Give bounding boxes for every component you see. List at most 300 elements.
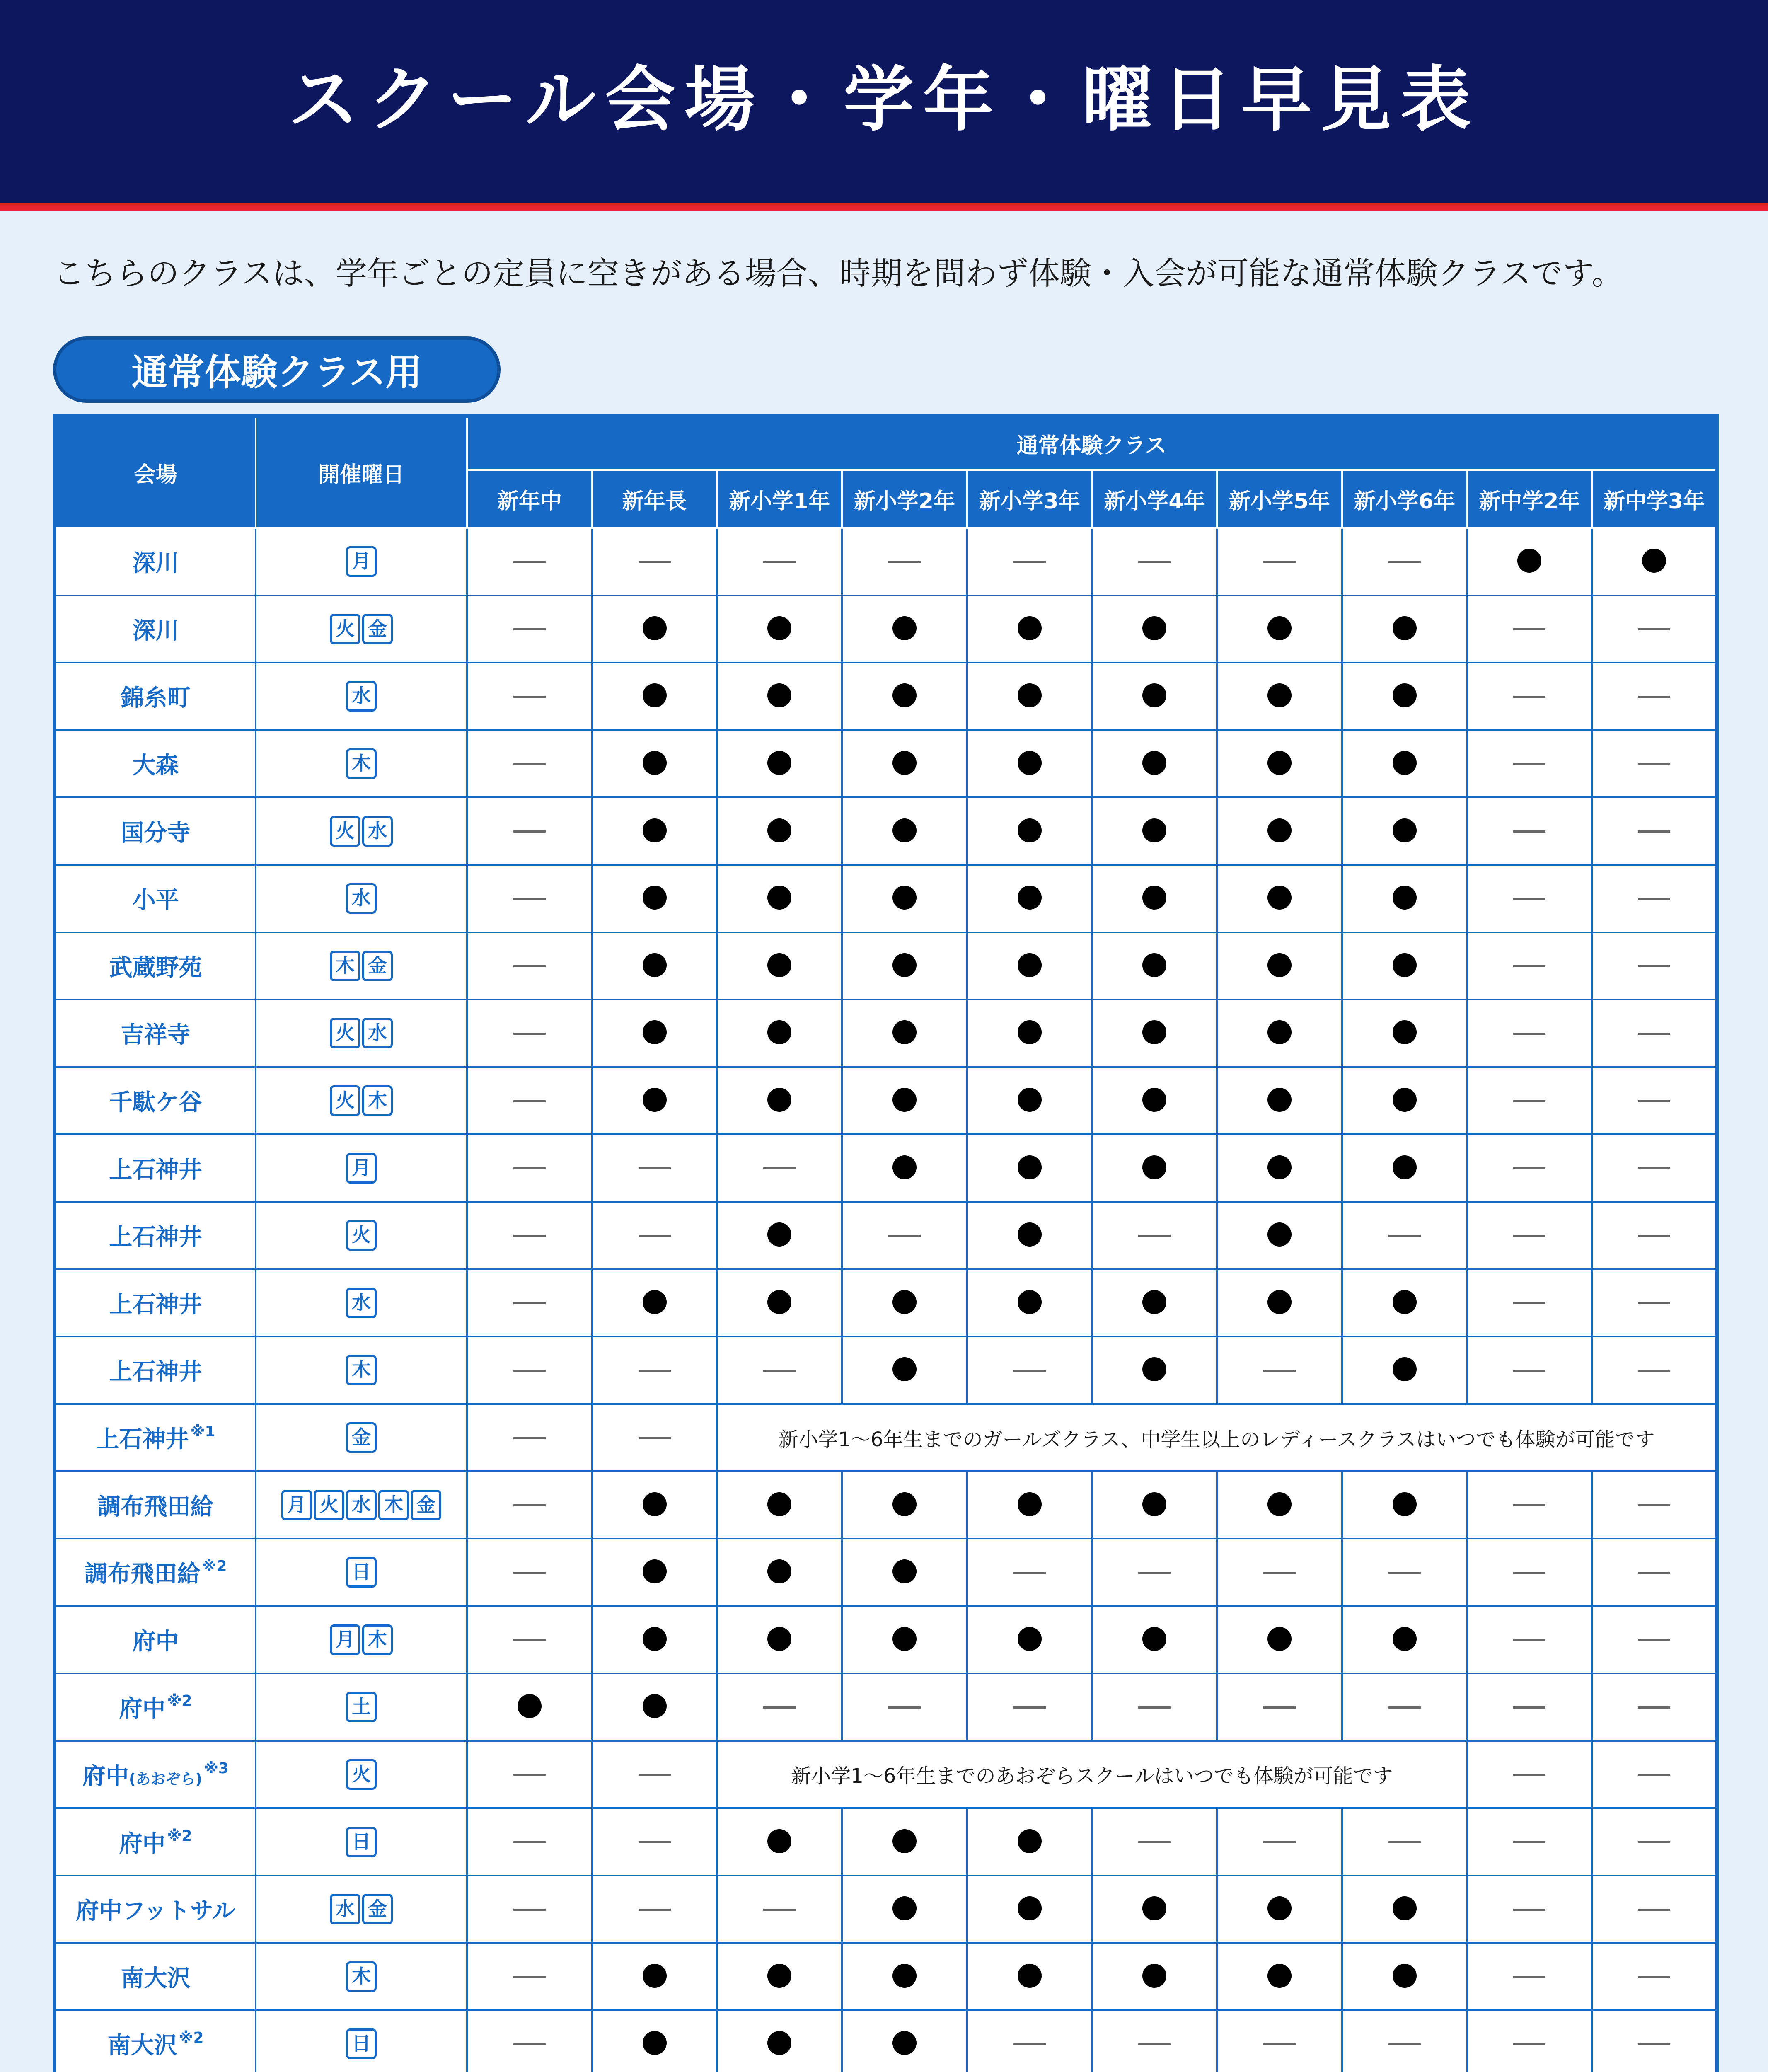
unavailable-dash xyxy=(1513,1774,1545,1776)
table-row xyxy=(55,1134,1717,1202)
available-dot xyxy=(767,1020,791,1044)
available-dot xyxy=(643,953,667,977)
day-cell xyxy=(256,865,467,932)
grade-cell xyxy=(1342,1202,1467,1269)
table-row xyxy=(55,663,1717,730)
day-badge: 金 xyxy=(362,951,393,981)
venue-cell xyxy=(55,595,256,663)
day-badge: 金 xyxy=(411,1490,441,1520)
grade-cell xyxy=(1342,1539,1467,1606)
schedule-body xyxy=(55,528,1717,2072)
available-dot xyxy=(1393,1155,1417,1179)
grade-cell xyxy=(967,1539,1092,1606)
day-cell xyxy=(256,1876,467,1943)
section-label: 通常体験クラス用 xyxy=(53,336,501,403)
unavailable-dash xyxy=(1263,1572,1296,1574)
unavailable-dash xyxy=(1513,763,1545,765)
available-dot xyxy=(1142,818,1166,842)
available-dot xyxy=(1267,886,1292,910)
grade-cell xyxy=(592,595,717,663)
available-dot xyxy=(892,616,917,640)
grade-cell xyxy=(1217,1202,1342,1269)
venue-name: 深川 xyxy=(132,550,179,577)
available-dot xyxy=(1393,683,1417,707)
day-cell xyxy=(256,1808,467,1876)
grade-cell xyxy=(717,1202,842,1269)
available-dot xyxy=(1267,1222,1292,1247)
unavailable-dash xyxy=(1138,1235,1171,1237)
day-badge: 月 xyxy=(281,1490,312,1520)
header-group: 通常体験クラス xyxy=(467,416,1717,470)
grade-cell xyxy=(1342,1000,1467,1067)
grade-cell xyxy=(1342,1471,1467,1539)
available-dot xyxy=(1267,818,1292,842)
day-cell xyxy=(256,1539,467,1606)
grade-cell xyxy=(1592,1067,1717,1135)
grade-cell xyxy=(1092,932,1217,1000)
grade-cell xyxy=(1217,1876,1342,1943)
available-dot xyxy=(892,1290,917,1314)
unavailable-dash xyxy=(1513,1841,1545,1843)
unavailable-dash xyxy=(1263,1841,1296,1843)
available-dot xyxy=(1018,886,1042,910)
available-dot xyxy=(643,1964,667,1988)
grade-cell xyxy=(1592,1808,1717,1876)
unavailable-dash xyxy=(763,1706,796,1709)
unavailable-dash xyxy=(1513,1706,1545,1709)
grade-cell xyxy=(1217,1269,1342,1337)
day-badge: 金 xyxy=(362,1894,393,1924)
grade-cell xyxy=(842,1000,967,1067)
unavailable-dash xyxy=(513,965,546,967)
grade-cell xyxy=(1592,1741,1717,1808)
grade-cell xyxy=(592,1606,717,1674)
grade-cell xyxy=(467,1673,592,1741)
grade-cell xyxy=(1467,1808,1592,1876)
available-dot xyxy=(1267,1492,1292,1516)
venue-subname: (あおぞら) xyxy=(129,1770,202,1788)
unavailable-dash xyxy=(1513,1639,1545,1641)
unavailable-dash xyxy=(639,1909,671,1911)
available-dot xyxy=(643,683,667,707)
venue-name: 上石神井 xyxy=(109,1156,202,1184)
grade-cell xyxy=(717,528,842,595)
grade-cell xyxy=(717,1606,842,1674)
venue-name: 錦糸町 xyxy=(121,685,191,712)
table-row xyxy=(55,2010,1717,2072)
table-row xyxy=(55,1404,1717,1472)
grade-cell xyxy=(1467,1269,1592,1337)
grade-cell xyxy=(1592,932,1717,1000)
day-badge: 水 xyxy=(346,681,377,712)
venue-footnote-mark: ※3 xyxy=(203,1760,229,1777)
unavailable-dash xyxy=(1263,2043,1296,2045)
venue-cell xyxy=(55,730,256,798)
grade-cell xyxy=(717,1673,842,1741)
available-dot xyxy=(1018,818,1042,842)
grade-cell xyxy=(1592,595,1717,663)
grade-cell xyxy=(592,1876,717,1943)
available-dot xyxy=(1142,1088,1166,1112)
available-dot xyxy=(643,886,667,910)
unavailable-dash xyxy=(1638,1302,1670,1304)
grade-cell xyxy=(1217,1000,1342,1067)
venue-footnote-mark: ※2 xyxy=(202,1558,227,1575)
venue-name: 府中フットサル xyxy=(75,1898,236,1925)
grade-cell xyxy=(1217,797,1342,865)
available-dot xyxy=(767,818,791,842)
grade-cell xyxy=(467,1471,592,1539)
grade-cell xyxy=(467,1539,592,1606)
grade-cell xyxy=(592,1673,717,1741)
grade-cell xyxy=(1342,932,1467,1000)
grade-cell xyxy=(467,1606,592,1674)
available-dot xyxy=(1393,1088,1417,1112)
unavailable-dash xyxy=(639,561,671,563)
table-row xyxy=(55,1202,1717,1269)
grade-cell xyxy=(1342,595,1467,663)
venue-name: 南大沢 xyxy=(107,2032,177,2060)
grade-cell xyxy=(1092,1606,1217,1674)
grade-cell xyxy=(1342,1943,1467,2010)
venue-cell xyxy=(55,1471,256,1539)
unavailable-dash xyxy=(639,1437,671,1439)
grade-cell xyxy=(592,932,717,1000)
available-dot xyxy=(643,2031,667,2055)
grade-cell xyxy=(1092,1876,1217,1943)
grade-cell xyxy=(842,1808,967,1876)
grade-cell xyxy=(1467,797,1592,865)
unavailable-dash xyxy=(1638,1976,1670,1978)
grade-header: 新小学1年 xyxy=(717,470,842,528)
grade-cell xyxy=(967,797,1092,865)
day-badge: 木 xyxy=(362,1085,393,1116)
available-dot xyxy=(1267,1627,1292,1651)
grade-cell xyxy=(967,1269,1092,1337)
grade-cell xyxy=(717,1808,842,1876)
grade-cell xyxy=(592,1404,717,1472)
grade-cell xyxy=(1592,1539,1717,1606)
available-dot xyxy=(892,1896,917,1920)
grade-cell xyxy=(1092,1067,1217,1135)
table-row xyxy=(55,1269,1717,1337)
grade-cell xyxy=(1092,1673,1217,1741)
unavailable-dash xyxy=(888,1706,921,1709)
grade-header: 新年中 xyxy=(467,470,592,528)
table-row xyxy=(55,730,1717,798)
grade-cell xyxy=(592,1943,717,2010)
available-dot xyxy=(767,616,791,640)
unavailable-dash xyxy=(1138,1841,1171,1843)
available-dot xyxy=(1393,953,1417,977)
unavailable-dash xyxy=(1388,2043,1421,2045)
grade-cell xyxy=(842,1471,967,1539)
available-dot xyxy=(1393,751,1417,775)
day-cell xyxy=(256,1134,467,1202)
grade-cell xyxy=(467,663,592,730)
grade-cell xyxy=(1217,1606,1342,1674)
venue-cell xyxy=(55,1943,256,2010)
venue-name: 調布飛田給 xyxy=(97,1493,214,1520)
day-badge: 月 xyxy=(346,1153,377,1184)
available-dot xyxy=(1018,1896,1042,1920)
available-dot xyxy=(1393,616,1417,640)
grade-cell xyxy=(842,1606,967,1674)
grade-cell xyxy=(1092,730,1217,798)
day-badge: 火 xyxy=(330,816,360,847)
grade-cell xyxy=(717,1943,842,2010)
available-dot xyxy=(1018,1222,1042,1247)
grade-cell xyxy=(717,1000,842,1067)
grade-cell xyxy=(1092,1336,1217,1404)
available-dot xyxy=(1267,1155,1292,1179)
available-dot xyxy=(643,751,667,775)
grade-cell xyxy=(842,1269,967,1337)
available-dot xyxy=(892,751,917,775)
available-dot xyxy=(643,1694,667,1718)
grade-cell xyxy=(467,932,592,1000)
grade-cell xyxy=(592,1471,717,1539)
grade-cell xyxy=(1342,1336,1467,1404)
grade-cell xyxy=(592,1067,717,1135)
venue-name: 千駄ケ谷 xyxy=(109,1089,202,1116)
unavailable-dash xyxy=(1638,1572,1670,1574)
grade-cell xyxy=(467,1876,592,1943)
unavailable-dash xyxy=(639,1841,671,1843)
unavailable-dash xyxy=(513,1167,546,1169)
grade-cell xyxy=(1467,1606,1592,1674)
day-badge: 木 xyxy=(330,951,360,981)
available-dot xyxy=(767,1222,791,1247)
available-dot xyxy=(1393,1492,1417,1516)
grade-cell xyxy=(1217,1673,1342,1741)
unavailable-dash xyxy=(513,1572,546,1574)
grade-cell xyxy=(467,595,592,663)
unavailable-dash xyxy=(513,1100,546,1102)
grade-cell xyxy=(1592,663,1717,730)
unavailable-dash xyxy=(513,1370,546,1372)
table-row xyxy=(55,932,1717,1000)
unavailable-dash xyxy=(1513,1909,1545,1911)
grade-header: 新中学2年 xyxy=(1467,470,1592,528)
grade-cell xyxy=(1467,1876,1592,1943)
day-cell xyxy=(256,1673,467,1741)
grade-cell xyxy=(842,730,967,798)
grade-cell xyxy=(967,1876,1092,1943)
available-dot xyxy=(1142,1290,1166,1314)
grade-cell xyxy=(842,932,967,1000)
grade-cell xyxy=(1217,595,1342,663)
available-dot xyxy=(892,1964,917,1988)
unavailable-dash xyxy=(1513,1167,1545,1169)
available-dot xyxy=(1267,953,1292,977)
grade-cell xyxy=(967,1134,1092,1202)
grade-cell xyxy=(1592,1876,1717,1943)
grade-cell xyxy=(467,2010,592,2072)
day-badge: 火 xyxy=(346,1759,377,1790)
venue-name: 深川 xyxy=(132,617,179,644)
unavailable-dash xyxy=(1638,1774,1670,1776)
table-row xyxy=(55,1808,1717,1876)
available-dot xyxy=(643,818,667,842)
grade-cell xyxy=(717,865,842,932)
unavailable-dash xyxy=(513,1639,546,1641)
available-dot xyxy=(1018,1492,1042,1516)
grade-header: 新小学2年 xyxy=(842,470,967,528)
grade-cell xyxy=(467,1336,592,1404)
available-dot xyxy=(1267,1020,1292,1044)
grade-cell xyxy=(842,1202,967,1269)
grade-cell xyxy=(1342,1606,1467,1674)
grade-cell xyxy=(1467,730,1592,798)
grade-cell xyxy=(1467,595,1592,663)
available-dot xyxy=(1393,1357,1417,1381)
grade-cell xyxy=(592,1336,717,1404)
unavailable-dash xyxy=(1388,1235,1421,1237)
available-dot xyxy=(1018,751,1042,775)
grade-cell xyxy=(717,595,842,663)
venue-name: 府中 xyxy=(82,1762,129,1790)
unavailable-dash xyxy=(1388,1572,1421,1574)
grade-cell xyxy=(842,1336,967,1404)
venue-name: 府中 xyxy=(132,1628,179,1655)
unavailable-dash xyxy=(639,1774,671,1776)
unavailable-dash xyxy=(1513,830,1545,833)
unavailable-dash xyxy=(1638,763,1670,765)
unavailable-dash xyxy=(1638,1841,1670,1843)
unavailable-dash xyxy=(1388,1841,1421,1843)
day-badge: 木 xyxy=(362,1624,393,1655)
unavailable-dash xyxy=(888,561,921,563)
available-dot xyxy=(767,1290,791,1314)
available-dot xyxy=(1142,886,1166,910)
grade-cell xyxy=(592,797,717,865)
available-dot xyxy=(1018,1155,1042,1179)
grade-cell xyxy=(1342,730,1467,798)
day-cell xyxy=(256,1269,467,1337)
grade-cell xyxy=(1092,1471,1217,1539)
venue-footnote-mark: ※1 xyxy=(190,1423,215,1440)
unavailable-dash xyxy=(763,1370,796,1372)
unavailable-dash xyxy=(1263,1706,1296,1709)
intro-text: こちらのクラスは、学年ごとの定員に空きがある場合、時期を問わず体験・入会が可能な通常体験クラスです。 xyxy=(53,255,1623,292)
unavailable-dash xyxy=(1263,561,1296,563)
grade-cell xyxy=(1342,1134,1467,1202)
grade-cell xyxy=(1092,528,1217,595)
grade-cell xyxy=(1467,1673,1592,1741)
day-cell xyxy=(256,1606,467,1674)
available-dot xyxy=(1142,1627,1166,1651)
grade-cell xyxy=(592,663,717,730)
grade-cell xyxy=(1092,1000,1217,1067)
unavailable-dash xyxy=(1638,2043,1670,2045)
available-dot xyxy=(1267,751,1292,775)
grade-cell xyxy=(1467,1943,1592,2010)
grade-cell xyxy=(842,2010,967,2072)
grade-cell xyxy=(1217,663,1342,730)
day-badge: 日 xyxy=(346,2028,377,2059)
grade-cell xyxy=(1217,1067,1342,1135)
grade-cell xyxy=(967,865,1092,932)
day-badge: 日 xyxy=(346,1827,377,1857)
grade-cell xyxy=(592,865,717,932)
grade-header: 新小学5年 xyxy=(1217,470,1342,528)
grade-cell xyxy=(842,797,967,865)
day-badge: 木 xyxy=(346,748,377,779)
unavailable-dash xyxy=(1638,1235,1670,1237)
row-note: 新小学1〜6年生までのガールズクラス、中学生以上のレディースクラスはいつでも体験が可能です xyxy=(717,1404,1717,1472)
grade-cell xyxy=(967,528,1092,595)
table-row xyxy=(55,1000,1717,1067)
available-dot xyxy=(892,2031,917,2055)
grade-cell xyxy=(1217,730,1342,798)
venue-cell xyxy=(55,663,256,730)
day-cell xyxy=(256,1471,467,1539)
available-dot xyxy=(767,751,791,775)
venue-footnote-mark: ※2 xyxy=(179,2029,204,2047)
table-row xyxy=(55,865,1717,932)
grade-cell xyxy=(467,1808,592,1876)
grade-cell xyxy=(1467,1741,1592,1808)
day-badge: 水 xyxy=(362,816,393,847)
grade-cell xyxy=(1592,528,1717,595)
grade-cell xyxy=(1592,730,1717,798)
available-dot xyxy=(643,1088,667,1112)
table-row xyxy=(55,1673,1717,1741)
grade-cell xyxy=(717,1876,842,1943)
page-header xyxy=(0,0,1768,203)
unavailable-dash xyxy=(513,1774,546,1776)
grade-cell xyxy=(967,730,1092,798)
grade-header: 新中学3年 xyxy=(1592,470,1717,528)
grade-cell xyxy=(1592,1269,1717,1337)
unavailable-dash xyxy=(1638,1167,1670,1169)
unavailable-dash xyxy=(1013,2043,1046,2045)
available-dot xyxy=(1393,1290,1417,1314)
grade-cell xyxy=(1467,1134,1592,1202)
unavailable-dash xyxy=(1513,1572,1545,1574)
day-badge: 水 xyxy=(346,883,377,914)
unavailable-dash xyxy=(1138,561,1171,563)
available-dot xyxy=(892,886,917,910)
grade-cell xyxy=(467,1202,592,1269)
grade-cell xyxy=(1342,1269,1467,1337)
grade-header: 新小学3年 xyxy=(967,470,1092,528)
day-badge: 木 xyxy=(378,1490,409,1520)
available-dot xyxy=(767,2031,791,2055)
available-dot xyxy=(643,1020,667,1044)
available-dot xyxy=(643,616,667,640)
grade-cell xyxy=(717,1269,842,1337)
table-row xyxy=(55,797,1717,865)
day-cell xyxy=(256,1000,467,1067)
day-badge: 金 xyxy=(362,614,393,644)
available-dot xyxy=(1018,683,1042,707)
grade-header: 新小学4年 xyxy=(1092,470,1217,528)
available-dot xyxy=(1142,1155,1166,1179)
venue-cell xyxy=(55,932,256,1000)
unavailable-dash xyxy=(888,1235,921,1237)
venue-name: 上石神井 xyxy=(96,1426,189,1453)
day-badge: 水 xyxy=(330,1894,360,1924)
unavailable-dash xyxy=(1513,628,1545,630)
venue-footnote-mark: ※2 xyxy=(167,1692,192,1710)
table-row xyxy=(55,1471,1717,1539)
unavailable-dash xyxy=(639,1167,671,1169)
unavailable-dash xyxy=(513,561,546,563)
grade-cell xyxy=(1592,1134,1717,1202)
available-dot xyxy=(1018,1020,1042,1044)
